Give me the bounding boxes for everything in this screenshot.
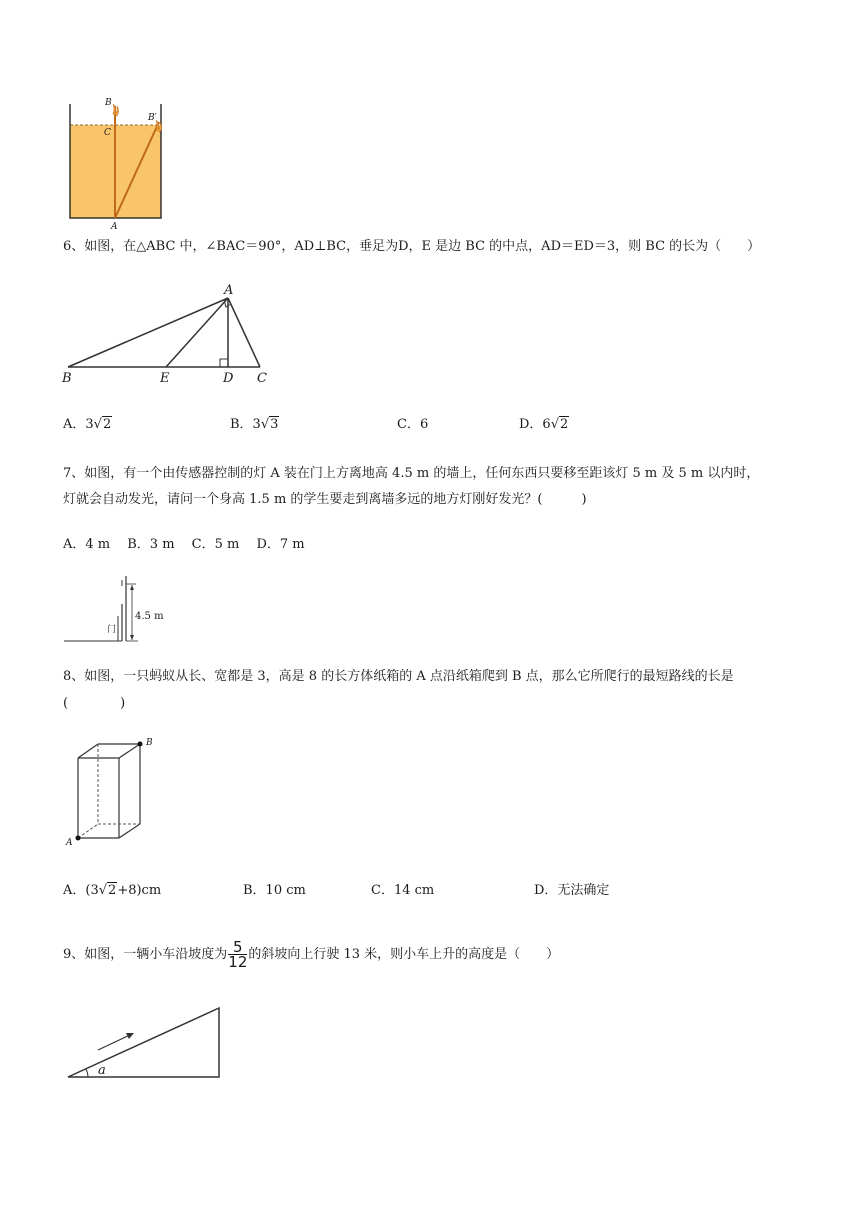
q7-lamp-figure — [60, 574, 170, 646]
label-c: C — [257, 371, 267, 386]
q6-option-a[interactable]: A．3√2 — [63, 417, 112, 432]
q8-box-figure — [60, 734, 160, 850]
point-a-dot — [76, 836, 81, 841]
question-7-text-line2: 灯就会自动发光，请问一个身高 1.5 m 的学生要走到离墙多远的地方灯刚好发光？( ) — [63, 492, 587, 507]
label-d: D — [223, 371, 234, 386]
label-c: C — [104, 128, 111, 138]
q6-triangle-figure — [60, 282, 275, 387]
label-b: B — [105, 98, 112, 108]
q9-slope-figure — [60, 1002, 230, 1084]
label-b: B — [146, 738, 153, 748]
question-7-text-line1: 7、如图，有一个由传感器控制的灯 A 装在门上方离地高 4.5 m 的墙上，任何东西只要移至距该灯 5 m 及 5 m 以内时， — [63, 466, 760, 481]
angle-label: a — [98, 1063, 106, 1078]
label-e: E — [160, 371, 170, 386]
question-9-text: 9、如图，一辆小车沿坡度为 $\frac{5}{12}$ 的斜坡向上行驶 13 米，则小车上升的高度是（ ） — [63, 938, 560, 971]
question-8-text-line2: ( ) — [63, 696, 126, 711]
q8-option-d[interactable]: D．无法确定 — [534, 883, 610, 898]
q6-option-b[interactable]: B．3√3 — [230, 417, 279, 432]
question-8-text-line1: 8、如图，一只蚂蚁从长、宽都是 3，高是 8 的长方体纸箱的 A 点沿纸箱爬到 B 点，那么它所爬行的最短路线的长是 — [63, 669, 734, 684]
label-b: B — [62, 371, 72, 386]
q6-option-c[interactable]: C．6 — [397, 417, 429, 432]
question-7-options[interactable]: A．4 m B．3 m C．5 m D．7 m — [63, 537, 305, 552]
question-6-text: 6、如图，在△ABC 中，∠BAC＝90°，AD⊥BC，垂足为D，E 是边 BC 的中点，AD＝ED＝3，则 BC 的长为（ ） — [63, 239, 761, 254]
label-a: A — [66, 838, 73, 848]
door-label: 门 — [107, 625, 117, 635]
q8-option-a[interactable]: A．(3√2+8)cm — [63, 883, 162, 898]
q5-figure — [60, 98, 170, 230]
q6-option-d[interactable]: D．6√2 — [519, 417, 569, 432]
label-b-prime: B′ — [148, 113, 157, 123]
flame-mark-b — [113, 104, 119, 116]
label-a: A — [224, 283, 234, 298]
point-b-dot — [138, 742, 143, 747]
height-label: 4.5 m — [135, 611, 164, 622]
slope-fraction: $\frac{5}{12}$ — [228, 938, 248, 971]
label-a: A — [111, 222, 118, 232]
q8-option-b[interactable]: B．10 cm — [243, 883, 306, 898]
q8-option-c[interactable]: C．14 cm — [371, 883, 435, 898]
